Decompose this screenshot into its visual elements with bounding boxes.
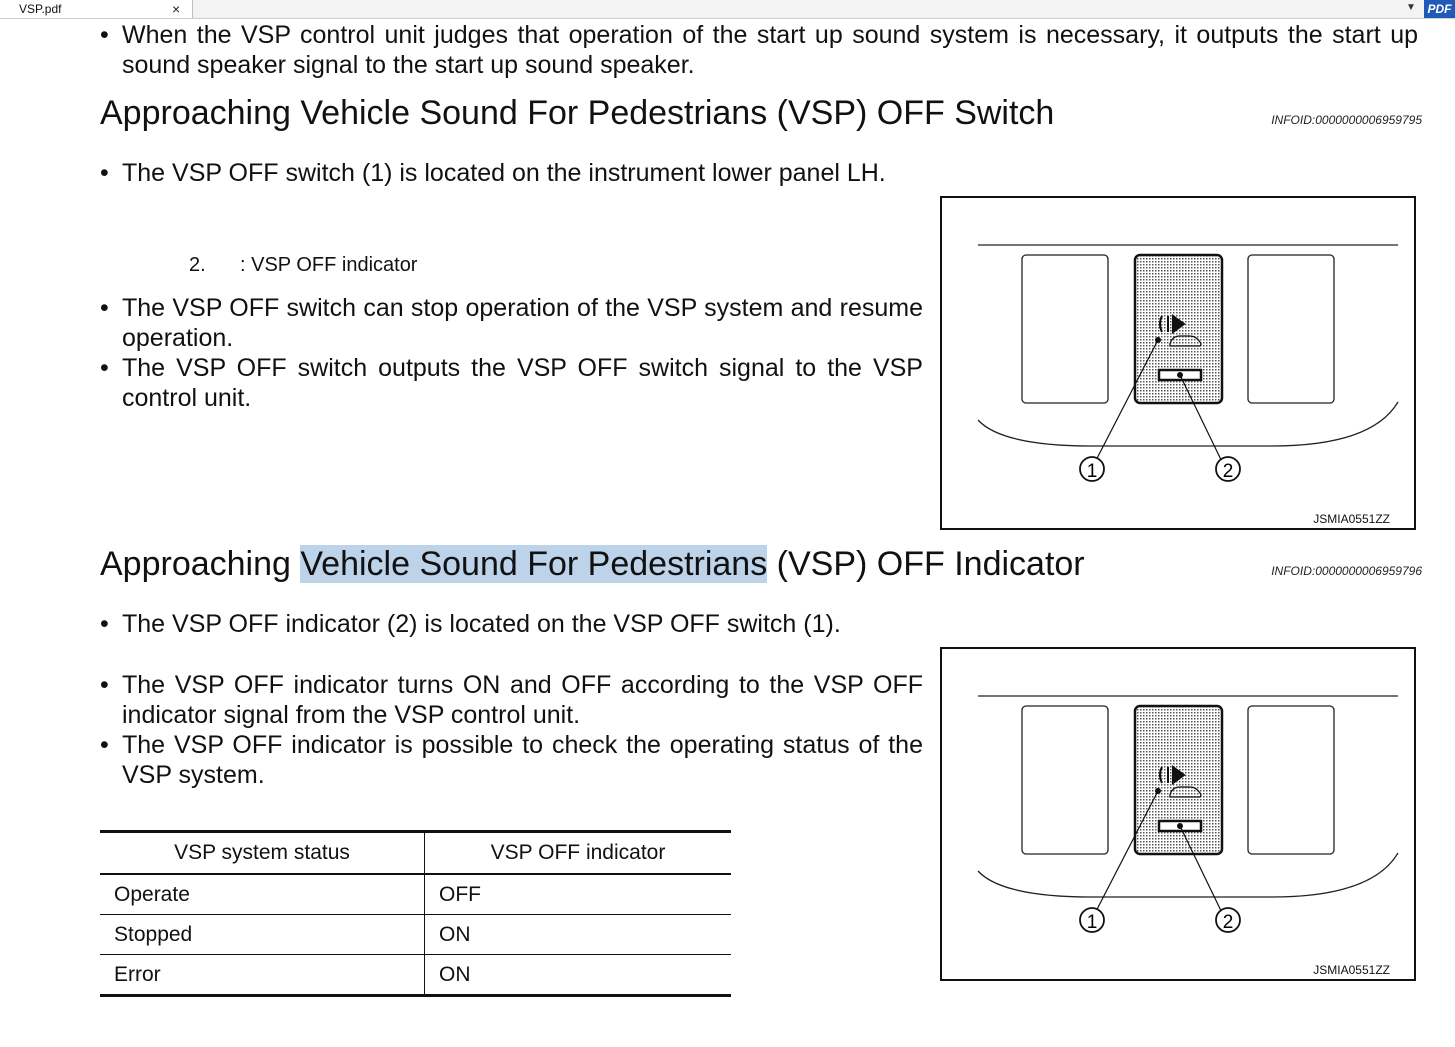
tab-title: VSP.pdf [19, 2, 62, 16]
panel-bottom-curve [978, 402, 1398, 446]
bullet-marker: • [100, 21, 109, 49]
bullet-marker: • [100, 354, 109, 382]
table-row [100, 915, 731, 955]
callout-1-label: 1 [1086, 912, 1098, 933]
bullet-marker: • [100, 610, 109, 638]
table-cell: ON [439, 962, 471, 986]
bullet-text: The VSP OFF switch (1) is located on the instrument lower panel LH. [122, 159, 886, 187]
bullet-marker: • [100, 671, 109, 699]
switch-panel-diagram [942, 198, 1418, 532]
bullet-marker: • [100, 294, 109, 322]
blank-switch-left [1022, 706, 1108, 854]
tab-list-dropdown-icon[interactable]: ▼ [1406, 2, 1416, 13]
table-header-cell: VSP OFF indicator [490, 841, 666, 864]
figure-vsp-switch [940, 196, 1416, 530]
table-cell: OFF [439, 882, 481, 906]
figure-code: JSMIA0551ZZ [1313, 963, 1390, 977]
title-part-1: Approaching [100, 545, 301, 583]
tab-close-icon[interactable]: × [172, 1, 181, 17]
table-row [100, 874, 731, 915]
bullet-text: When the VSP control unit judges that operation of the start up sound system is necessary, it outputs the start up sound speaker signal to the start up sound speaker. [122, 21, 1418, 79]
figure-code: JSMIA0551ZZ [1313, 512, 1390, 526]
document-tab[interactable] [0, 0, 193, 18]
selected-text-highlight[interactable]: Vehicle Sound For Pedestrians [300, 545, 768, 583]
section-title-vsp-off-indicator [100, 544, 1085, 584]
callout-2-label: 2 [1222, 912, 1234, 933]
blank-switch-left [1022, 255, 1108, 403]
legend-text: : VSP OFF indicator [240, 254, 418, 276]
bullet-text: The VSP OFF indicator is possible to check the operating status of the VSP system. [122, 731, 923, 789]
leader-dot-1 [1155, 788, 1161, 794]
bullet-text: The VSP OFF switch outputs the VSP OFF switch signal to the VSP control unit. [122, 354, 923, 412]
blank-switch-right [1248, 706, 1334, 854]
pdf-page [0, 18, 1455, 1047]
bullet-text: The VSP OFF indicator (2) is located on the VSP OFF switch (1). [122, 610, 841, 638]
bullet-marker: • [100, 159, 109, 187]
info-id: INFOID:0000000006959796 [1271, 564, 1422, 578]
table-cell: Error [100, 955, 425, 996]
bullet-text: The VSP OFF switch can stop operation of the VSP system and resume operation. [122, 294, 923, 352]
pdf-app-icon: PDF [1424, 0, 1455, 18]
panel-bottom-curve [978, 853, 1398, 897]
leader-dot-2 [1177, 823, 1183, 829]
table-cell: Stopped [100, 915, 425, 955]
table-header-row [100, 832, 731, 875]
bullet-text: The VSP OFF indicator turns ON and OFF according to the VSP OFF indicator signal from the VSP control unit. [122, 671, 923, 729]
tab-bar [0, 0, 1455, 19]
leader-dot-2 [1177, 372, 1183, 378]
info-id: INFOID:0000000006959795 [1271, 113, 1422, 127]
table-header-cell: VSP system status [100, 832, 425, 875]
table-cell: Operate [100, 874, 425, 915]
callout-2-label: 2 [1222, 461, 1234, 482]
bullet-marker: • [100, 731, 109, 759]
section-title-vsp-off-switch: Approaching Vehicle Sound For Pedestrians (VSP) OFF Switch [100, 94, 1055, 132]
vsp-status-table [100, 830, 731, 997]
leader-dot-1 [1155, 337, 1161, 343]
figure-vsp-indicator [940, 647, 1416, 981]
table-cell: ON [439, 922, 471, 946]
switch-panel-diagram [942, 649, 1418, 983]
callout-1-label: 1 [1086, 461, 1098, 482]
table-row [100, 955, 731, 996]
legend-number: 2. [189, 254, 206, 276]
title-part-3: (VSP) OFF Indicator [767, 545, 1085, 583]
blank-switch-right [1248, 255, 1334, 403]
